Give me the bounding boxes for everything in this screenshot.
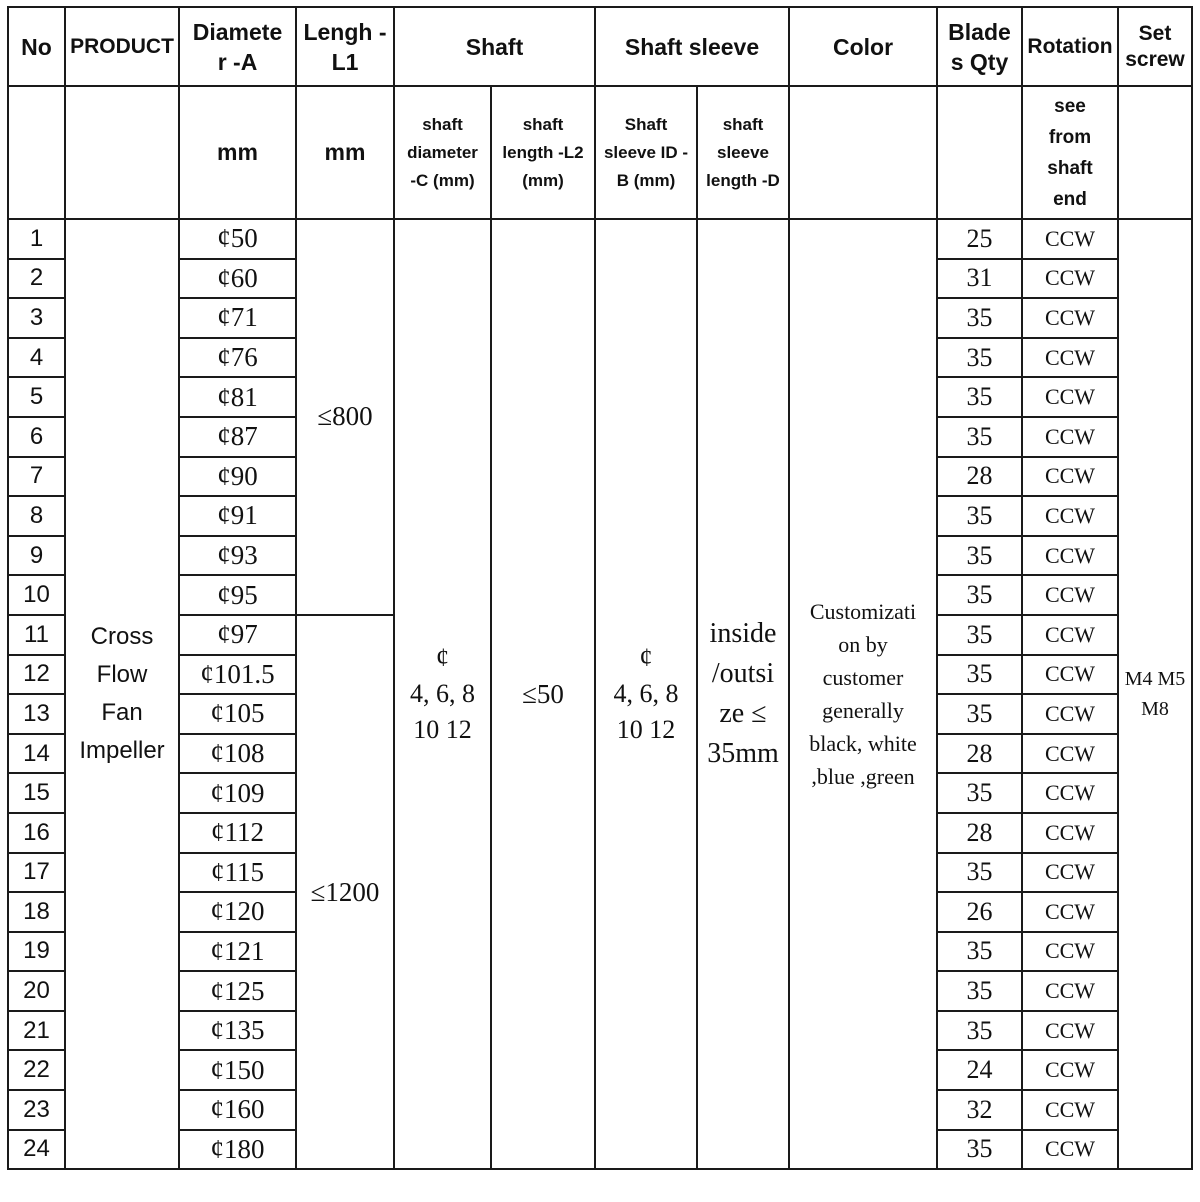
row-no: 7: [8, 457, 65, 497]
row-blades: 25: [937, 219, 1022, 259]
product-cell: [65, 219, 179, 1169]
color-line-5: black, white: [809, 731, 917, 757]
subheader-product-empty: [65, 86, 179, 219]
shaft-diameter-cell: [394, 219, 491, 1169]
row-blades: 35: [937, 417, 1022, 457]
shaft-diameter-l3: -C (mm): [410, 170, 475, 190]
row-rotation: CCW: [1022, 1130, 1118, 1170]
product-line-4: Impeller: [79, 737, 165, 765]
subheader-length-unit: mm: [296, 86, 394, 219]
row-diameter: ¢93: [179, 536, 296, 576]
row-rotation: CCW: [1022, 853, 1118, 893]
rotation-l4: end: [1053, 188, 1087, 210]
row-diameter: ¢135: [179, 1011, 296, 1051]
row-diameter: ¢112: [179, 813, 296, 853]
row-diameter: ¢76: [179, 338, 296, 378]
sleeve-id-l3: B (mm): [616, 170, 676, 190]
header-shaft-sleeve: Shaft sleeve: [595, 7, 789, 86]
sleeve-id-line-2: 4, 6, 8: [613, 679, 679, 709]
header-length-line2: L1: [331, 48, 359, 75]
color-line-2: on by: [838, 632, 888, 658]
row-rotation: CCW: [1022, 773, 1118, 813]
row-blades: 32: [937, 1090, 1022, 1130]
sleeve-id-line-3: 10 12: [616, 715, 676, 745]
sleeve-id-l1: Shaft: [624, 114, 668, 134]
row-diameter: ¢109: [179, 773, 296, 813]
subheader-sleeve-id: [595, 86, 697, 219]
row-diameter: ¢180: [179, 1130, 296, 1170]
subheader-color-empty: [789, 86, 937, 219]
row-no: 24: [8, 1130, 65, 1170]
row-no: 21: [8, 1011, 65, 1051]
set-screw-cell: [1118, 219, 1192, 1169]
shaft-diameter-l2: diameter: [407, 142, 478, 162]
row-rotation: CCW: [1022, 338, 1118, 378]
header-blades: [937, 7, 1022, 86]
row-rotation: CCW: [1022, 457, 1118, 497]
rotation-l1: see: [1054, 95, 1086, 117]
row-rotation: CCW: [1022, 219, 1118, 259]
header-set-screw-line2: screw: [1125, 47, 1185, 71]
shaft-diameter-line-3: 10 12: [413, 715, 472, 745]
product-line-1: Cross: [90, 623, 154, 651]
row-blades: 28: [937, 813, 1022, 853]
row-blades: 35: [937, 773, 1022, 813]
row-blades: 35: [937, 298, 1022, 338]
row-no: 10: [8, 575, 65, 615]
header-color: Color: [789, 7, 937, 86]
row-blades: 35: [937, 1130, 1022, 1170]
row-rotation: CCW: [1022, 734, 1118, 774]
subheader-sleeve-length: [697, 86, 789, 219]
subheader-no-empty: [8, 86, 65, 219]
row-diameter: ¢105: [179, 694, 296, 734]
row-no: 3: [8, 298, 65, 338]
header-row: [8, 7, 1192, 86]
sleeve-length-line-1: inside: [709, 618, 777, 650]
color-cell: [789, 219, 937, 1169]
subheader-shaft-diameter: [394, 86, 491, 219]
row-blades: 35: [937, 615, 1022, 655]
row-no: 17: [8, 853, 65, 893]
set-screw-line-2: M8: [1141, 698, 1169, 721]
row-diameter: ¢91: [179, 496, 296, 536]
sleeve-length-cell: [697, 219, 789, 1169]
row-blades: 24: [937, 1050, 1022, 1090]
sleeve-length-line-2: /outsi: [711, 658, 775, 690]
shaft-diameter-l1: shaft: [422, 114, 463, 134]
row-diameter: ¢125: [179, 971, 296, 1011]
row-blades: 35: [937, 496, 1022, 536]
row-blades: 26: [937, 892, 1022, 932]
row-diameter: ¢81: [179, 377, 296, 417]
sleeve-id-cell: [595, 219, 697, 1169]
product-line-3: Fan: [101, 699, 143, 727]
row-rotation: CCW: [1022, 536, 1118, 576]
row-diameter: ¢60: [179, 259, 296, 299]
row-rotation: CCW: [1022, 377, 1118, 417]
row-diameter: ¢50: [179, 219, 296, 259]
header-blades-line1: Blade: [948, 18, 1011, 45]
row-rotation: CCW: [1022, 655, 1118, 695]
row-no: 11: [8, 615, 65, 655]
rotation-l2: from: [1048, 126, 1092, 148]
row-blades: 35: [937, 694, 1022, 734]
rotation-l3: shaft: [1047, 157, 1093, 179]
row-no: 6: [8, 417, 65, 457]
row-blades: 28: [937, 457, 1022, 497]
row-blades: 35: [937, 338, 1022, 378]
color-line-6: ,blue ,green: [811, 764, 915, 790]
row-no: 14: [8, 734, 65, 774]
header-length: [296, 7, 394, 86]
subheader-rotation: [1022, 86, 1118, 219]
row-diameter: ¢87: [179, 417, 296, 457]
row-diameter: ¢120: [179, 892, 296, 932]
row-diameter: ¢97: [179, 615, 296, 655]
row-rotation: CCW: [1022, 892, 1118, 932]
row-diameter: ¢95: [179, 575, 296, 615]
row-rotation: CCW: [1022, 417, 1118, 457]
row-diameter: ¢160: [179, 1090, 296, 1130]
subheader-set-screw-empty: [1118, 86, 1192, 219]
row-diameter: ¢90: [179, 457, 296, 497]
shaft-length-l2: length -L2: [502, 142, 584, 162]
table-body: [8, 7, 1192, 1169]
product-line-2: Flow: [96, 661, 148, 689]
row-blades: 35: [937, 932, 1022, 972]
row-no: 4: [8, 338, 65, 378]
header-diameter: [179, 7, 296, 86]
length-group-1200: ≤1200: [296, 615, 394, 1169]
row-rotation: CCW: [1022, 615, 1118, 655]
header-rotation: Rotation: [1022, 7, 1118, 86]
color-line-1: Customizati: [809, 599, 917, 625]
subheader-diameter-unit: mm: [179, 86, 296, 219]
row-diameter: ¢115: [179, 853, 296, 893]
row-no: 15: [8, 773, 65, 813]
row-diameter: ¢150: [179, 1050, 296, 1090]
row-blades: 35: [937, 575, 1022, 615]
header-shaft: Shaft: [394, 7, 595, 86]
row-rotation: CCW: [1022, 932, 1118, 972]
row-no: 2: [8, 259, 65, 299]
sleeve-length-line-3: ze ≤: [719, 698, 767, 730]
sleeve-id-line-1: ¢: [639, 643, 653, 673]
row-blades: 35: [937, 971, 1022, 1011]
subheader-row: [8, 86, 1192, 219]
row-rotation: CCW: [1022, 813, 1118, 853]
subheader-blades-empty: [937, 86, 1022, 219]
row-diameter: ¢71: [179, 298, 296, 338]
header-diameter-line1: Diamete: [192, 18, 283, 45]
color-line-4: generally: [822, 698, 904, 724]
row-no: 22: [8, 1050, 65, 1090]
row-diameter: ¢121: [179, 932, 296, 972]
shaft-length-l3: (mm): [522, 170, 564, 190]
row-no: 8: [8, 496, 65, 536]
row-rotation: CCW: [1022, 496, 1118, 536]
row-diameter: ¢108: [179, 734, 296, 774]
color-line-3: customer: [822, 665, 904, 691]
header-product: PRODUCT: [65, 7, 179, 86]
header-no: No: [8, 7, 65, 86]
row-rotation: CCW: [1022, 259, 1118, 299]
row-no: 9: [8, 536, 65, 576]
row-rotation: CCW: [1022, 1050, 1118, 1090]
header-set-screw-line1: Set: [1138, 21, 1172, 45]
sleeve-length-l3: length -D: [706, 170, 780, 190]
row-rotation: CCW: [1022, 971, 1118, 1011]
row-blades: 35: [937, 655, 1022, 695]
row-no: 16: [8, 813, 65, 853]
row-blades: 35: [937, 853, 1022, 893]
row-no: 19: [8, 932, 65, 972]
shaft-diameter-line-1: ¢: [436, 643, 449, 673]
row-rotation: CCW: [1022, 298, 1118, 338]
table-row: [8, 219, 1192, 259]
row-rotation: CCW: [1022, 1011, 1118, 1051]
length-group-800: ≤800: [296, 219, 394, 615]
row-diameter: ¢101.5: [179, 655, 296, 695]
header-diameter-line2: r -A: [217, 48, 258, 75]
row-rotation: CCW: [1022, 694, 1118, 734]
row-blades: 35: [937, 1011, 1022, 1051]
set-screw-line-1: M4 M5: [1124, 668, 1186, 691]
row-blades: 28: [937, 734, 1022, 774]
row-blades: 35: [937, 377, 1022, 417]
row-no: 5: [8, 377, 65, 417]
shaft-length-l1: shaft: [522, 114, 564, 134]
shaft-diameter-line-2: 4, 6, 8: [410, 679, 475, 709]
row-no: 12: [8, 655, 65, 695]
shaft-length-cell: ≤50: [491, 219, 595, 1169]
row-rotation: CCW: [1022, 575, 1118, 615]
row-no: 13: [8, 694, 65, 734]
row-blades: 31: [937, 259, 1022, 299]
row-rotation: CCW: [1022, 1090, 1118, 1130]
sleeve-length-l2: sleeve: [717, 142, 769, 162]
row-no: 20: [8, 971, 65, 1011]
header-set-screw: [1118, 7, 1192, 86]
impeller-spec-table: [7, 6, 1193, 1170]
header-blades-line2: s Qty: [950, 48, 1009, 75]
sleeve-length-l1: shaft: [722, 114, 764, 134]
row-no: 1: [8, 219, 65, 259]
sleeve-length-line-4: 35mm: [707, 738, 779, 770]
row-no: 23: [8, 1090, 65, 1130]
subheader-shaft-length: [491, 86, 595, 219]
header-length-line1: Lengh -: [303, 18, 387, 45]
row-no: 18: [8, 892, 65, 932]
sleeve-id-l2: sleeve ID -: [603, 142, 689, 162]
row-blades: 35: [937, 536, 1022, 576]
